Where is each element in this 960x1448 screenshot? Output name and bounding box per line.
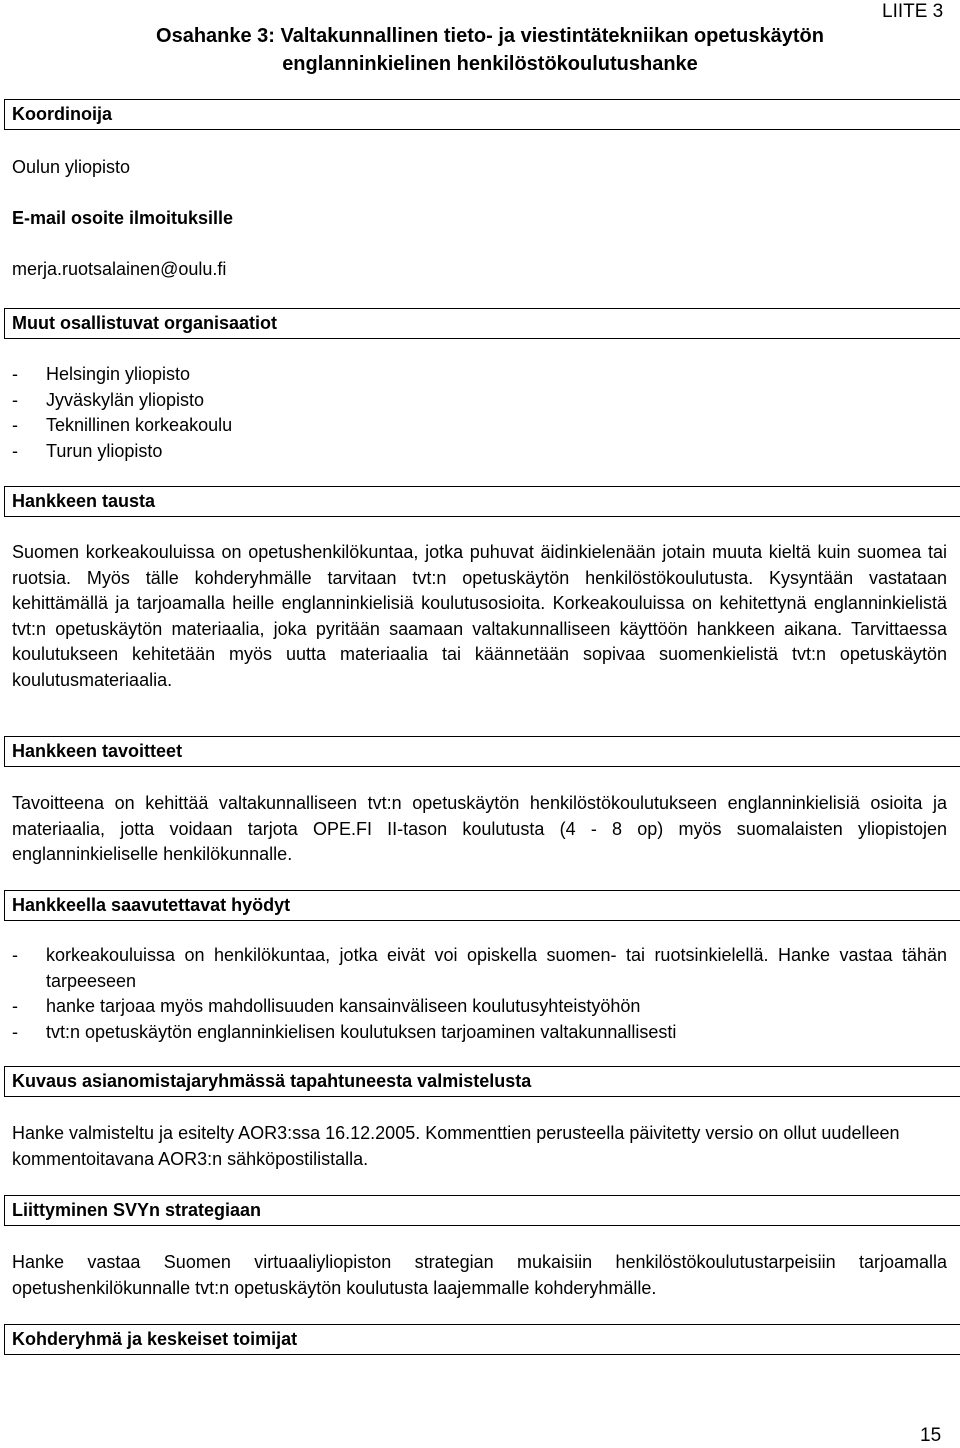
background-heading: Hankkeen tausta [4,486,960,517]
list-item: - hanke tarjoaa myös mahdollisuuden kansainväliseen koulutusyhteistyöhön [12,996,641,1016]
list-item: - Helsingin yliopisto [12,364,191,384]
email-heading: E-mail osoite ilmoituksille [12,208,234,228]
list-item: - tvt:n opetuskäytön englanninkielisen koulutuksen tarjoaminen valtakunnallisesti [12,1021,677,1042]
document-title-line-2: englanninkielinen henkilöstökoulutushanke [282,53,698,75]
coordinator-value: Oulun yliopisto [12,157,131,177]
target-heading: Kohderyhmä ja keskeiset toimijat [4,1324,960,1355]
benefits-list [12,943,947,1045]
list-item: - korkeakouluissa on henkilökuntaa, jotka eivät voi opiskella suomen- tai ruotsinkielellä. Hanke vastaa tähän tarpeeseen [12,945,947,991]
page-number: 15 [920,1425,942,1446]
goals-body: Tavoitteena on kehittää valtakunnalliseen tvt:n opetuskäytön henkilöstökoulutukseen englanninkielisiä osioita ja materiaalia, jotta voidaan tarjota OPE.FI II-tason koulutusta (4 - 8 op) myös suomalaisten yliopistojen englanninkieliselle henkilökunnalle. [12,793,947,864]
document-title-line-1: Osahanke 3: Valtakunnallinen tieto- ja viestintätekniikan opetuskäytön [156,25,824,47]
participants-list [12,362,947,464]
strategy-body: Hanke vastaa Suomen virtuaaliyliopiston strategian mukaisiin henkilöstökoulutustarpeisiin tarjoamalla opetushenkilökunnalle tvt:n opetuskäytön koulutusta laajemmalle kohderyhmälle. [12,1252,947,1298]
list-item: - Turun yliopisto [12,440,163,461]
background-body: Suomen korkeakouluissa on opetushenkilökuntaa, jotka puhuvat äidinkielenään jotain muuta kieltä kuin suomea tai ruotsia. Myös tälle kohderyhmälle tarvitaan tvt:n opetuskäytön henkilöstökoulutusta. Kysyntään vastataan kehittämällä ja tarjoamalla heille englanninkielisiä koulutusosioita. Korkeakouluissa on kehitettynä englanninkielistä tvt:n opetuskäytön materiaalia, joka pyritään saamaan valtakunnalliseen käyttöön hankkeen aikana. Tarvittaessa koulutukseen kehitetään myös uutta materiaalia tai käännetään sopivaa suomenkielistä tvt:n opetuskäytön koulutusmateriaalia. [12,542,947,690]
email-value: merja.ruotsalainen@oulu.fi [12,259,227,279]
document-title [60,22,920,78]
list-item: - Teknillinen korkeakoulu [12,415,233,435]
participants-heading: Muut osallistuvat organisaatiot [4,308,960,339]
benefits-heading: Hankkeella saavutettavat hyödyt [4,890,960,921]
list-item: - Jyväskylän yliopisto [12,389,205,410]
strategy-heading: Liittyminen SVYn strategiaan [4,1195,960,1226]
preparation-body: Hanke valmisteltu ja esitelty AOR3:ssa 16.12.2005. Kommenttien perusteella päivitetty versio on ollut uudelleen kommentoitavana AOR3:n sähköpostilistalla. [12,1123,900,1169]
preparation-heading: Kuvaus asianomistajaryhmässä tapahtuneesta valmistelusta [4,1066,960,1097]
goals-heading: Hankkeen tavoitteet [4,736,960,767]
appendix-label: LIITE 3 [882,1,944,22]
coordinator-heading: Koordinoija [4,99,960,130]
